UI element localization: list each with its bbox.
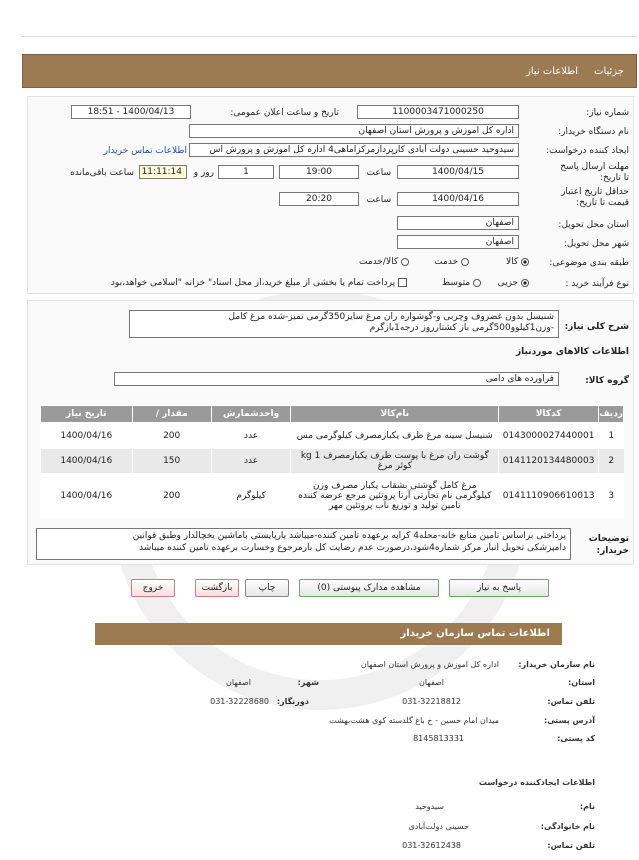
days-label: روز و — [193, 168, 214, 178]
tab-details[interactable]: جزئیات — [594, 66, 624, 77]
deadline-label: مهلت ارسال پاسخ تا تاریخ: — [560, 162, 629, 183]
creator-phone-label: تلفن تماس: — [547, 841, 595, 850]
creator-name-label: نام: — [579, 802, 595, 811]
process-option-minor[interactable]: جزیی — [498, 278, 529, 288]
process-label: نوع فرآیند خرید : — [565, 279, 629, 289]
col-index: ردیف — [599, 406, 624, 423]
buyer-notes-line-2: دامپزشکی تحویل انبار مرکز شماره4شود،درصورت عدم رضایت کل بارمرجوع وخسارت برعهده تامین کننده میباشد — [139, 543, 566, 553]
validity-date-field: 1400/04/16 — [397, 192, 519, 206]
cell-index: 1 — [599, 423, 624, 449]
cell-qty: 200 — [132, 473, 211, 519]
cell-qty: 150 — [132, 449, 211, 473]
process-option-medium[interactable]: متوسط — [442, 278, 481, 288]
table-row — [41, 423, 624, 449]
fax-label: دورنگار: — [276, 697, 309, 706]
cell-code: 0143000027440001 — [499, 423, 599, 449]
creator-label: ایجاد کننده درخواست: — [546, 146, 629, 156]
radio-selected-icon — [521, 279, 529, 287]
cell-name: شنیسل سینه مرغ ظرف یکبارمصرف کیلوگرمی مس — [291, 423, 499, 449]
header-bar — [22, 54, 637, 88]
validity-label: حداقل تاریخ اعتبار قیمت تا تاریخ: — [561, 187, 629, 208]
remaining-label: ساعت باقی‌مانده — [70, 168, 134, 178]
creator-section-title: اطلاعات ایجادکننده درخواست — [478, 778, 595, 787]
goods-table — [40, 405, 624, 519]
creator-phone-value: 031-32612438 — [402, 841, 461, 850]
reply-button[interactable]: پاسخ به نیاز — [449, 579, 549, 597]
contact-title: اطلاعات تماس سازمان خریدار — [400, 628, 550, 639]
announce-label: تاریخ و ساعت اعلان عمومی: — [230, 108, 339, 118]
cell-code: 0141110906610013 — [499, 473, 599, 519]
col-code: کدکالا — [499, 406, 599, 423]
col-date: تاریخ نیاز — [41, 406, 133, 423]
cell-unit: کیلوگرم — [211, 473, 291, 519]
cell-qty: 200 — [132, 423, 211, 449]
province-label: استان محل تحویل: — [558, 220, 629, 230]
org-label: نام سازمان خریدار: — [518, 660, 595, 669]
org-value: اداره کل اموزش و پرورش استان اصفهان — [360, 660, 499, 669]
radio-icon — [473, 279, 481, 287]
cell-date: 1400/04/16 — [41, 473, 133, 519]
radio-icon — [461, 258, 469, 266]
phone-value: 031-32218812 — [402, 697, 461, 706]
table-row — [41, 473, 624, 519]
summary-line-1: شنیسل بدون غضروف وچربی و-گوشواره ران مرغ سایز350گرمی تمیز-شده مرغ کامل — [228, 312, 554, 322]
radio-icon — [401, 258, 409, 266]
need-number-label: شماره نیاز: — [586, 108, 629, 118]
buyer-label: نام دستگاه خریدار: — [558, 127, 629, 137]
city-field: اصفهان — [397, 235, 519, 249]
deadline-time-field: 19:00 — [279, 165, 359, 179]
col-name: نام‌کالا — [291, 406, 499, 423]
attachments-button[interactable]: مشاهده مدارک پیوستی (0) — [299, 579, 439, 597]
need-number-field: 1100003471000250 — [357, 105, 519, 119]
validity-time-label: ساعت — [366, 195, 391, 205]
payment-checkbox-label[interactable]: پرداخت تمام یا بخشی از مبلغ خرید،از محل اسناد" خزانه "اسلامی خواهد،بود — [111, 278, 407, 288]
top-divider — [22, 36, 637, 37]
cell-date: 1400/04/16 — [41, 449, 133, 473]
cell-unit: عدد — [211, 449, 291, 473]
print-button[interactable]: چاپ — [245, 579, 289, 597]
table-header-row — [41, 406, 624, 423]
contact-city-value: اصفهان — [225, 678, 251, 687]
validity-time-field: 20:20 — [279, 192, 359, 206]
cell-unit: عدد — [211, 423, 291, 449]
goods-title: اطلاعات کالاهای مورد‌نیاز — [515, 347, 629, 357]
contact-province-value: اصفهان — [418, 678, 444, 687]
city-label: شهر محل تحویل: — [563, 239, 629, 249]
col-qty: مقدار / — [132, 406, 211, 423]
category-option-both[interactable]: کالا/خدمت — [359, 257, 409, 267]
cell-name: مرغ کامل گوشتی بشقاب یکبار مصرف وزن کیلوگرمی نام تجارتی آرتا پروتئین مرجع عرضه کننده تامین تولید و توزیع ناب پروتئین مهر — [291, 473, 499, 519]
summary-label: شرح کلی نیاز: — [564, 322, 629, 332]
phone-label: تلفن تماس: — [547, 697, 595, 706]
back-button[interactable]: بازگشت — [195, 579, 239, 597]
table-row — [41, 449, 624, 473]
deadline-date-field: 1400/04/15 — [397, 165, 519, 179]
days-field: 1 — [218, 165, 274, 179]
creator-family-label: نام خانوادگی: — [540, 822, 595, 831]
creator-name-value: سیدوحید — [415, 802, 444, 811]
deadline-time-label: ساعت — [366, 168, 391, 178]
contact-province-label: استان: — [568, 678, 595, 687]
tab-need-info[interactable]: اطلاعات نیاز — [526, 66, 578, 77]
contact-city-label: شهر: — [297, 678, 319, 687]
category-option-goods[interactable]: کالا — [506, 257, 529, 267]
postal-value: 8145813331 — [413, 734, 464, 743]
creator-field: سیدوحید حسینی دولت آبادی کارپردازمرکزاماهی4 اداره کل اموزش و پرورش اس — [189, 143, 519, 157]
contact-header — [95, 623, 562, 645]
buyer-notes-line-1: پرداختی براساس تامین منابع خانه-محله4 کرایه برعهده تامین کننده-میباشد بارپایستی باماشین یخچالدار وطبق قوانین — [132, 531, 566, 541]
exit-button[interactable]: خروج — [131, 579, 175, 597]
cell-date: 1400/04/16 — [41, 423, 133, 449]
province-field: اصفهان — [397, 216, 519, 230]
address-label: آدرس پستی: — [544, 716, 595, 725]
group-field: فراورده های دامی — [114, 372, 559, 386]
creator-family-value: حسینی دولت‌آبادی — [408, 822, 469, 831]
address-value: میدان امام حسین - خ باغ گلدسته کوی هشت‌بهشت — [329, 716, 499, 725]
buyer-notes-label: توضیحات خریدار: — [588, 534, 629, 556]
col-unit: واحدشمارش — [211, 406, 291, 423]
buyer-contact-link[interactable]: اطلاعات تماس خریدار — [103, 146, 187, 156]
fax-value: 031-32228680 — [210, 697, 269, 706]
cell-name: گوشت ران مرغ با پوست ظرف یکبارمصرف 1 kg کوئر مرغ — [291, 449, 499, 473]
group-label: گروه کالا: — [585, 376, 629, 386]
radio-selected-icon — [521, 258, 529, 266]
buyer-field: اداره کل اموزش و پرورش استان اصفهان — [189, 124, 519, 138]
category-label: طبقه بندی موضوعی: — [549, 258, 629, 268]
buyer-notes-box — [36, 528, 571, 560]
cell-index: 3 — [599, 473, 624, 519]
category-option-service[interactable]: خدمت — [434, 257, 469, 267]
postal-label: کد پستی: — [557, 734, 595, 743]
summary-line-2: -وزن1کیلوو500گرمی باز کشتارروز درجه1بازگرم — [369, 323, 554, 333]
checkbox-icon — [398, 278, 407, 287]
announce-field: 1400/04/13 - 18:51 — [71, 105, 191, 119]
cell-code: 0141120134480003 — [499, 449, 599, 473]
cell-index: 2 — [599, 449, 624, 473]
remaining-time-field: 11:11:14 — [139, 165, 187, 179]
summary-box — [129, 310, 559, 338]
